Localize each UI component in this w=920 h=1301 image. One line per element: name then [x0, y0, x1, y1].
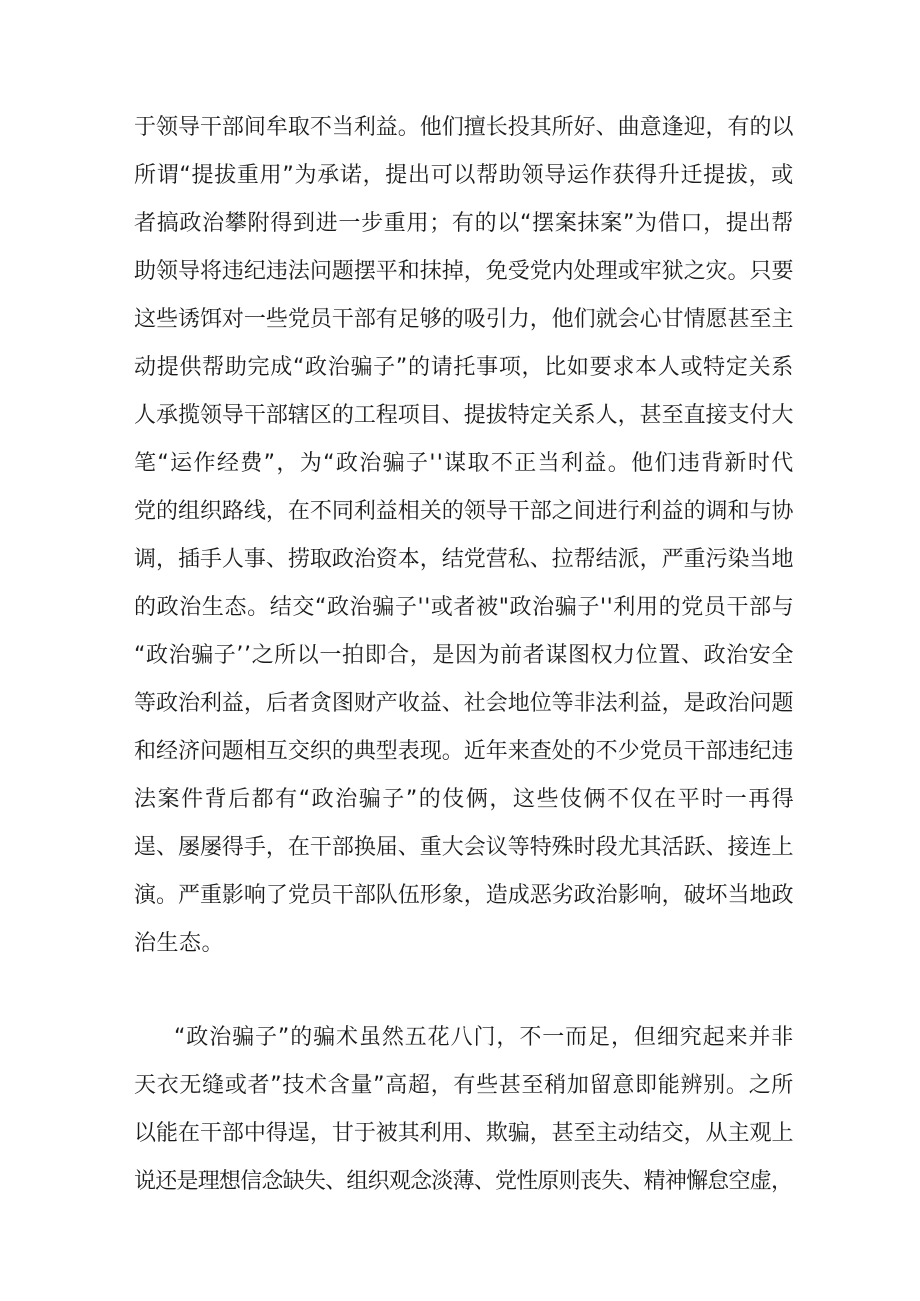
- text-line: 演。严重影响了党员干部队伍形象，造成恶劣政治影响，破坏当地政: [134, 883, 794, 908]
- text-line: 助领导将违纪违法问题摆平和抹掉，免受党内处理或牢狱之灾。只要: [134, 259, 794, 284]
- text-line: “政治骗子’’之所以一拍即合，是因为前者谋图权力位置、政治安全: [134, 643, 794, 668]
- text-line: 和经济问题相互交织的典型表现。近年来查处的不少党员干部违纪违: [134, 739, 794, 764]
- text-line: 逞、屡屡得手，在干部换届、重大会议等特殊时段尤其活跃、接连上: [134, 835, 794, 860]
- text-line: 动提供帮助完成“政治骗子”的请托事项，比如要求本人或特定关系: [134, 355, 795, 380]
- text-line: 调，插手人事、捞取政治资本，结党营私、拉帮结派，严重污染当地: [134, 547, 794, 572]
- text-line: 以能在干部中得逞，甘于被其利用、欺骗，甚至主动结交，从主观上: [134, 1121, 794, 1146]
- text-line: 说还是理想信念缺失、组织观念淡薄、党性原则丧失、精神懈怠空虚，: [134, 1169, 793, 1194]
- text-line: “政治骗子”的骗术虽然五花八门，不一而足，但细究起来并非: [174, 1025, 795, 1050]
- text-line: 笔“运作经费”，为“政治骗子''谋取不正当利益。他们违背新时代: [134, 451, 795, 476]
- text-line: 的政治生态。结交“政治骗子''或者被"政治骗子''利用的党员干部与: [134, 595, 795, 620]
- text-line: 者搞政治攀附得到进一步重用；有的以“摆案抹案”为借口，提出帮: [134, 211, 795, 236]
- text-line: 等政治利益，后者贪图财产收益、社会地位等非法利益，是政治问题: [134, 691, 794, 716]
- text-line: 人承揽领导干部辖区的工程项目、提拔特定关系人，甚至直接支付大: [134, 403, 794, 428]
- text-line: 天衣无缝或者”技术含量”高超，有些甚至稍加留意即能辨别。之所: [134, 1073, 795, 1098]
- text-line: 所谓“提拔重用”为承诺，提出可以帮助领导运作获得升迁提拔，或: [134, 163, 795, 188]
- text-line: 法案件背后都有“政治骗子”的伎俩，这些伎俩不仅在平时一再得: [134, 787, 796, 812]
- text-line: 于领导干部间牟取不当利益。他们擅长投其所好、曲意逢迎，有的以: [134, 115, 794, 140]
- text-line: 这些诱饵对一些党员干部有足够的吸引力，他们就会心甘情愿甚至主: [134, 307, 794, 332]
- text-line: 党的组织路线，在不同利益相关的领导干部之间进行利益的调和与协: [134, 499, 794, 524]
- text-line: 治生态。: [134, 931, 225, 956]
